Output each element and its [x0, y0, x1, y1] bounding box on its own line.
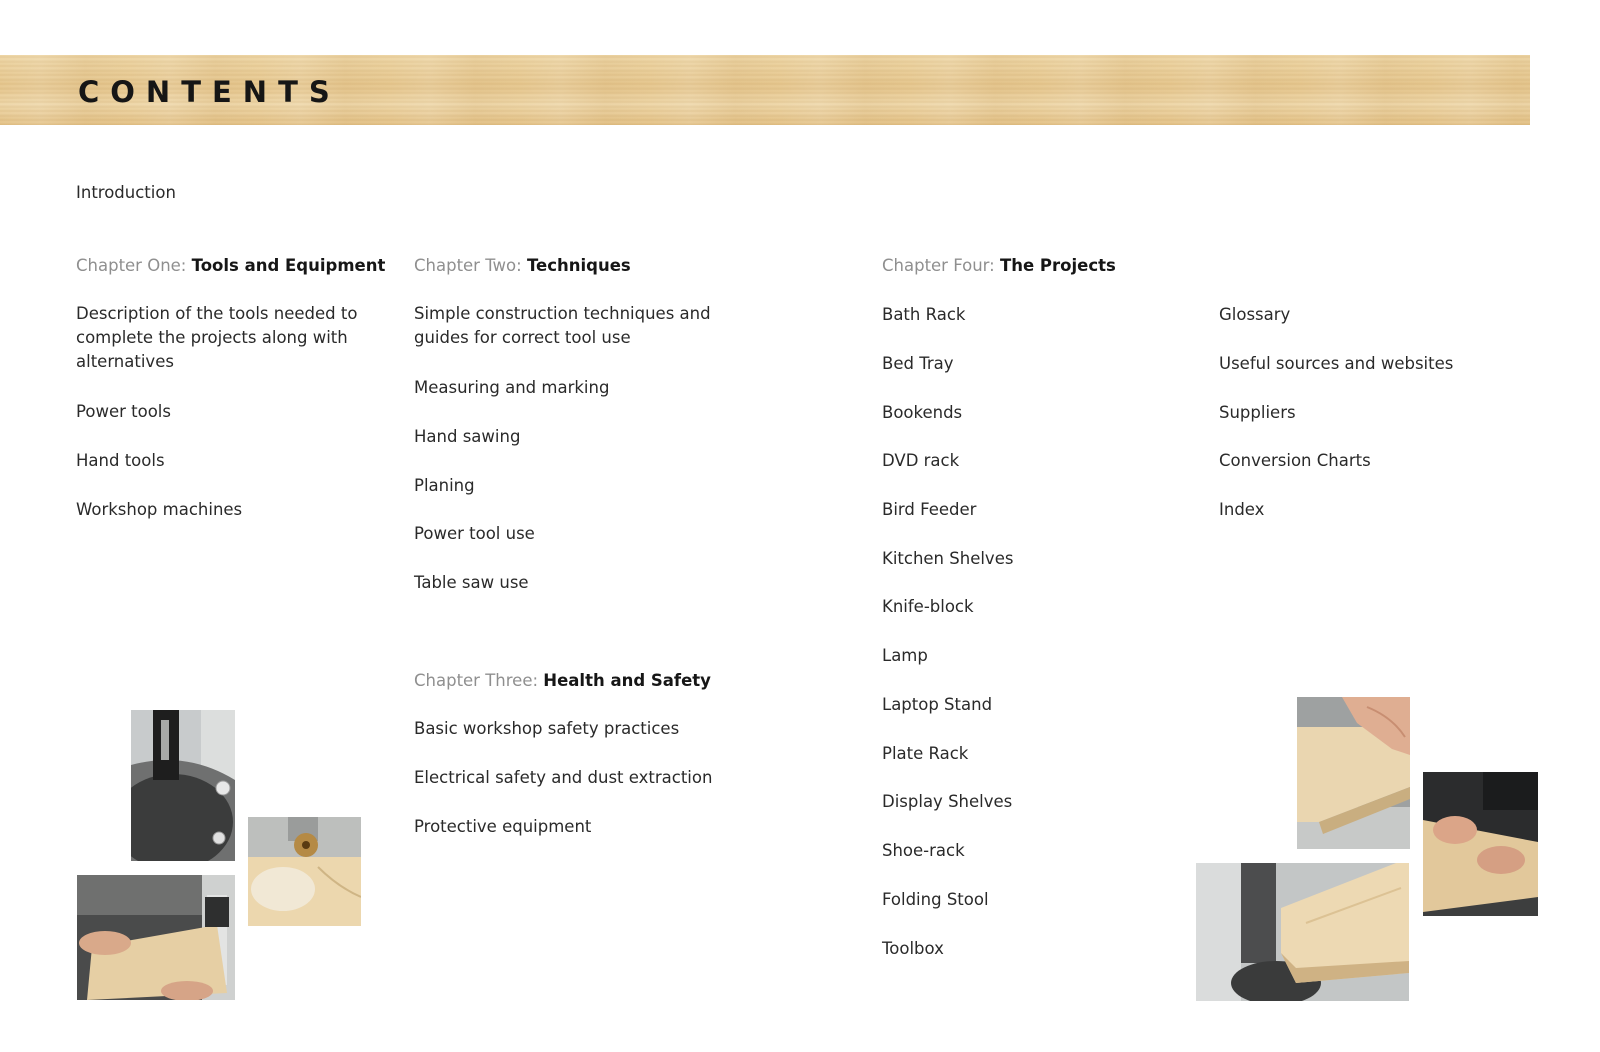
- chapter-three-heading[interactable]: [414, 669, 711, 693]
- project-item[interactable]: Kitchen Shelves: [882, 549, 1014, 568]
- project-item[interactable]: Display Shelves: [882, 792, 1013, 811]
- header-banner: [0, 55, 1530, 125]
- chapter-two-item[interactable]: Planing: [414, 476, 475, 495]
- back-matter-item[interactable]: Suppliers: [1219, 403, 1296, 422]
- chapter-two-item[interactable]: Table saw use: [414, 573, 529, 592]
- chapter-two-item[interactable]: Measuring and marking: [414, 378, 610, 397]
- chapter-two-item[interactable]: Simple construction techniques and guides for correct tool use: [414, 304, 711, 347]
- back-matter-item[interactable]: Conversion Charts: [1219, 451, 1371, 470]
- project-item[interactable]: Bath Rack: [882, 305, 966, 324]
- bandsaw-photo: [131, 710, 235, 861]
- chapter-two-heading[interactable]: [414, 254, 631, 278]
- chapter-one-name: Tools and Equipment: [191, 256, 386, 275]
- chapter-one-item[interactable]: Power tools: [76, 402, 171, 421]
- back-matter-item[interactable]: Glossary: [1219, 305, 1291, 324]
- project-item[interactable]: Laptop Stand: [882, 695, 993, 714]
- chapter-four-heading[interactable]: [882, 254, 1116, 278]
- table-saw-blade-photo: [1196, 863, 1409, 1001]
- project-item[interactable]: Plate Rack: [882, 744, 969, 763]
- chapter-three-item[interactable]: Basic workshop safety practices: [414, 719, 680, 738]
- chapter-one-prefix: Chapter One:: [76, 256, 187, 275]
- chapter-two-item[interactable]: Power tool use: [414, 524, 535, 543]
- hands-on-board-photo: [1297, 697, 1410, 849]
- table-saw-pushing-photo: [1423, 772, 1538, 916]
- chapter-one-heading[interactable]: [76, 254, 385, 278]
- project-item[interactable]: Shoe-rack: [882, 841, 965, 860]
- project-item[interactable]: Bookends: [882, 403, 963, 422]
- bandsaw-cutting-photo: [77, 875, 235, 1000]
- project-item[interactable]: Toolbox: [882, 939, 944, 958]
- project-item[interactable]: DVD rack: [882, 451, 960, 470]
- chapter-four-name: The Projects: [999, 256, 1116, 275]
- chapter-one-item[interactable]: Hand tools: [76, 451, 165, 470]
- chapter-three-name: Health and Safety: [543, 671, 711, 690]
- drill-press-photo: [248, 817, 361, 926]
- chapter-one-item[interactable]: Workshop machines: [76, 500, 243, 519]
- chapter-four-prefix: Chapter Four:: [882, 256, 995, 275]
- back-matter-item[interactable]: Useful sources and websites: [1219, 354, 1454, 373]
- chapter-two-name: Techniques: [526, 256, 631, 275]
- project-item[interactable]: Lamp: [882, 646, 928, 665]
- chapter-two-item[interactable]: Hand sawing: [414, 427, 521, 446]
- chapter-one-item[interactable]: Description of the tools needed to complete the projects along with alternatives: [76, 304, 358, 371]
- toc-item-introduction[interactable]: Introduction: [76, 183, 176, 202]
- chapter-three-item[interactable]: Electrical safety and dust extraction: [414, 768, 713, 787]
- chapter-two-prefix: Chapter Two:: [414, 256, 522, 275]
- project-item[interactable]: Bed Tray: [882, 354, 954, 373]
- project-item[interactable]: Folding Stool: [882, 890, 989, 909]
- project-item[interactable]: Knife-block: [882, 597, 974, 616]
- contents-title: CONTENTS: [78, 75, 341, 109]
- chapter-three-prefix: Chapter Three:: [414, 671, 539, 690]
- back-matter-item[interactable]: Index: [1219, 500, 1265, 519]
- chapter-three-item[interactable]: Protective equipment: [414, 817, 592, 836]
- project-item[interactable]: Bird Feeder: [882, 500, 977, 519]
